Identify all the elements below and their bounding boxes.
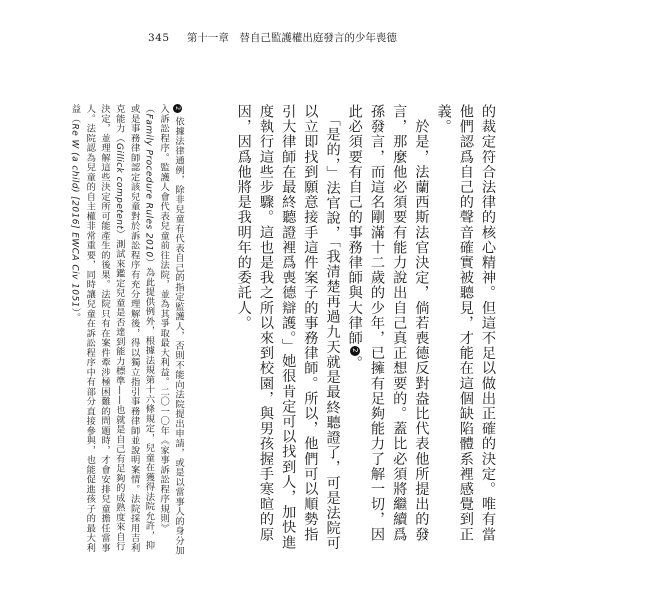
footnote-number: 2	[173, 104, 182, 113]
case-reference: Re W (a child) [2016] EWCA Civ 1051	[69, 123, 80, 308]
gillick-term: Gillick competent	[113, 143, 124, 230]
page-number: 345	[148, 32, 170, 44]
footnote	[67, 104, 185, 559]
paragraph-text: 於是，法蘭西斯法官決定，倘若喪德反對盎比代表他所提出的發言，那麼他必須要有能力說出自己真正想要的。蓋比必須將繼續爲孫發言，而這名剛滿十二歲的少年，已擁有足夠能力了解一切，因此必須要有自己的事務律師與大律師	[346, 104, 430, 542]
running-header	[148, 30, 397, 45]
rules-name: Family Procedure Rules 2010	[143, 113, 154, 258]
main-text	[233, 104, 499, 554]
paragraph	[233, 104, 344, 554]
paragraph-text: 「是的，」法官說，「我清楚再過九天就是最終聽證了，可是法院可以立即找到願意接手這件案子的事務律師。所以，他們可以順勢指引大律師在最終聽證裡爲喪德辯護。」她很肯定可以找到人，加快進度執行這些步驟。這也是我之所以來到校園，與男孩握手寒暄的原因，因爲他將是我明年的委託人。	[235, 104, 341, 551]
paragraph-text: 的裁定符合法律的核心精神。但這不足以做出正確的決定。唯有當他們認爲自己的聲音確實被聽見，才能在這個缺陷體系裡感覺到正義。	[435, 104, 496, 542]
footnote-segment: ）為此提供例外，根據法規第十六條規定，兒童在獲得法院允許，抑或是事務律師認定該兒童對於訴訟程序有充分理解後，得以獨立指引事務律師並說明案情。法院採用吉利克能力（	[113, 104, 155, 553]
chapter-title: 第十一章 替自己監護權出庭發言的少年喪德	[186, 32, 397, 44]
paragraph	[432, 104, 499, 554]
footnote-segment: ）。	[69, 307, 81, 323]
footnote-marker[interactable]: 2	[350, 346, 360, 356]
footnote-segment: 依據法律通例，除非兒童有代表自己的指定監護人，否則不能向法院提出申請，或是以當事人的身分加入訴訟程序。監護人會代表兒童前往法院，並為其爭取最大利益。二〇一〇年《家事訴訟程序規則》（	[143, 104, 184, 556]
footnote-segment: ）測試來鑑定兒童是否達到能力標準——也就是自己有足夠的成熟度來自行決定，並理解這些決定所可能產生的後果。法院只有在案件牽涉極困難的問題時，才會安排兒童擔任當事人。法院認為兒童的自主權非常重要，同時讓兒童在訴訟程序中有部分直接參與，也能促進孩子的最大利益（	[69, 104, 125, 553]
paragraph: 於是，法蘭西斯法官決定，倘若喪德反對盎比代表他所提出的發言，那麼他必須要有能力說出自己真正想要的。蓋比必須將繼續爲孫發言，而這名剛滿十二歲的少年，已擁有足夠能力了解一切，因此必須要有自己的事務律師與大律師2。	[346, 104, 430, 542]
footnote-text	[67, 104, 185, 559]
